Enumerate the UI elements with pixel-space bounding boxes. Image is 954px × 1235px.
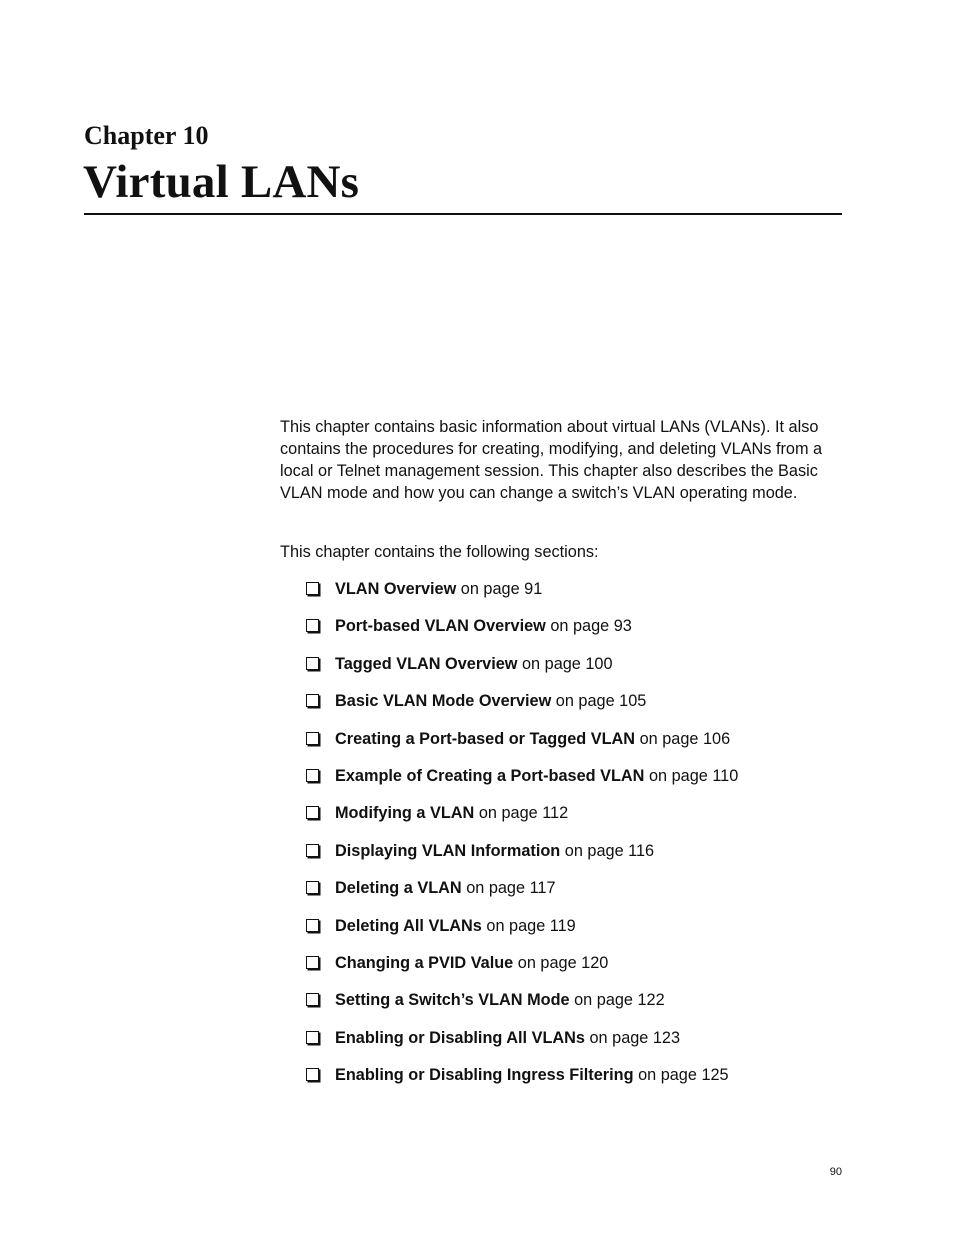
list-item	[306, 840, 846, 877]
list-item	[306, 728, 846, 765]
chapter-label: Chapter 10	[84, 121, 209, 150]
section-page-ref: on page 106	[639, 729, 731, 748]
checkbox-bullet-icon	[306, 844, 319, 857]
section-link[interactable]: VLAN Overview	[335, 580, 457, 598]
section-page-ref: on page 116	[564, 841, 655, 860]
chapter-title: Virtual LANs	[83, 156, 360, 208]
section-page-ref: on page 119	[486, 916, 576, 935]
checkbox-bullet-icon	[306, 1031, 319, 1044]
section-link[interactable]: Enabling or Disabling Ingress Filtering	[335, 1066, 634, 1085]
section-page-ref: on page 110	[648, 766, 739, 785]
section-page-ref: on page 105	[555, 692, 647, 711]
section-link[interactable]: Deleting a VLAN	[335, 879, 462, 898]
list-item	[306, 915, 846, 952]
section-link[interactable]: Deleting All VLANs	[335, 916, 482, 935]
list-item	[306, 989, 846, 1026]
checkbox-bullet-icon	[306, 657, 319, 670]
section-link[interactable]: Basic VLAN Mode Overview	[335, 692, 552, 711]
checkbox-bullet-icon	[306, 694, 319, 707]
section-page-ref: on page 117	[466, 879, 556, 898]
section-link[interactable]: Creating a Port-based or Tagged VLAN	[335, 729, 636, 748]
section-page-ref: on page 112	[478, 804, 569, 823]
intro-paragraph: This chapter contains basic information about virtual LANs (VLANs). It also contains the procedures for creating, modifying, and deleting VLANs from a local or Telnet management session. This chapter also describes the Basic VLAN mode and how you can change a switch’s VLAN operating mode.	[280, 418, 823, 502]
list-item	[306, 1027, 846, 1064]
checkbox-bullet-icon	[306, 919, 319, 932]
section-link[interactable]: Modifying a VLAN	[335, 804, 475, 823]
page-number: 90	[829, 1166, 842, 1178]
checkbox-bullet-icon	[306, 769, 319, 782]
list-item	[306, 952, 846, 989]
list-item	[306, 578, 846, 615]
section-link[interactable]: Changing a PVID Value	[335, 953, 514, 972]
list-item	[306, 802, 846, 839]
section-link[interactable]: Displaying VLAN Information	[335, 841, 561, 860]
checkbox-bullet-icon	[306, 582, 319, 595]
section-page-ref: on page 120	[517, 953, 609, 972]
checkbox-bullet-icon	[306, 806, 319, 819]
section-page-ref: on page 122	[574, 991, 665, 1010]
list-item	[306, 765, 846, 802]
checkbox-bullet-icon	[306, 881, 319, 894]
sections-intro: This chapter contains the following sections:	[280, 543, 599, 561]
checkbox-bullet-icon	[306, 732, 319, 745]
section-link[interactable]: Example of Creating a Port-based VLAN	[335, 766, 645, 785]
list-item	[306, 877, 846, 914]
title-rule	[84, 213, 842, 215]
section-list	[306, 578, 846, 1101]
list-item	[306, 1064, 846, 1101]
list-item	[306, 615, 846, 652]
list-item	[306, 690, 846, 727]
checkbox-bullet-icon	[306, 619, 319, 632]
section-link[interactable]: Tagged VLAN Overview	[335, 654, 518, 673]
checkbox-bullet-icon	[306, 993, 319, 1006]
section-page-ref: on page 123	[589, 1028, 681, 1047]
section-page-ref: on page 93	[550, 617, 632, 636]
list-item	[306, 653, 846, 690]
section-link[interactable]: Setting a Switch’s VLAN Mode	[335, 991, 570, 1010]
section-page-ref: on page 100	[522, 654, 613, 673]
section-link[interactable]: Port-based VLAN Overview	[335, 617, 546, 636]
section-link[interactable]: Enabling or Disabling All VLANs	[335, 1028, 585, 1047]
section-page-ref: on page 125	[638, 1066, 729, 1085]
checkbox-bullet-icon	[306, 1068, 319, 1081]
checkbox-bullet-icon	[306, 956, 319, 969]
section-page-ref: on page 91	[460, 580, 543, 598]
